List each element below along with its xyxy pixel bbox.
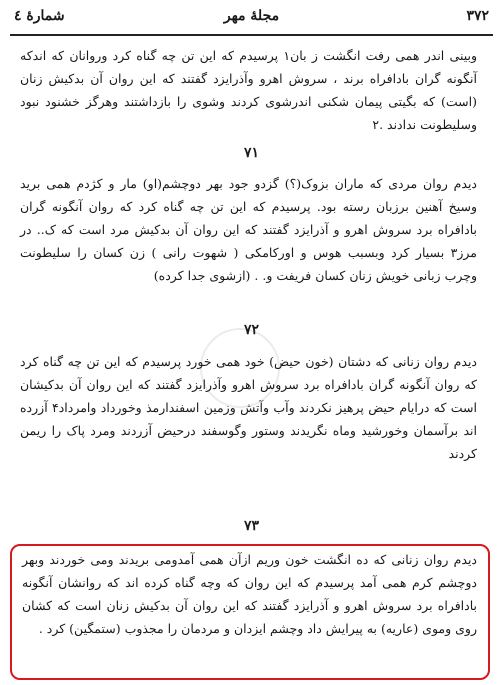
journal-title: مجلهٔ مهر [223, 8, 280, 24]
issue-number: شمارهٔ ٤ [14, 8, 65, 24]
section-number-73: ۷۳ [243, 518, 260, 534]
page-header [14, 6, 489, 32]
paragraph-1: وبینی اندر همی رفت انگشت ز بان۱ پرسیدم که این تن چه گناه کرد وروانان که اندکه آنگونه گران بادافراه برند ، سروش اهرو وآذرایزد گفتند که این روان آن بدکیش زنان (است) که بگیتی پیمان شکنی اندرشوی کردند وشوی را بازداشتند وهرگز خشنود نبود وسلیطونت ندادند .۲ [20, 48, 477, 132]
page-number: ۳۷۲ [466, 8, 489, 24]
paragraph-72: دیدم روان زنانی که دشتان (خون حیض) خود همی خورد پرسیدم که این تن چه گناه کرد که روان آنگونه گران بادافراه برد سروش اهرو وآذرایزد گفتند که این روان آن بدکیشان است که درایام حیض پرهیز نکردند وآب وآتش وزمین اسفندارمذ وخورداد وامرداد۴ آزرده اند برآسمان وخورشید وماه نگریدند وستور وگوسفند درحیض آزردند ومرد پاک را ریمن کردند [20, 354, 478, 461]
header-rule [10, 34, 493, 36]
paragraph-73: دیدم روان زنانی که ده انگشت خون وریم ازآن همی آمدومی بریدند ومی خوردند وبهر دوچشم کرم همی آمد پرسیدم که این روان که وچه گناه کرده اند که روانشان آنگونه بادافراه برد سروش اهرو و آذرایزد گفتند که این روان آن بدکیش زنان است که کشان روی وموی (عاریه) به پیرایش داد وچشم ایزدان و مردمان را مجذوب (ستمگین) کرد . [22, 552, 477, 636]
section-number-71: ۷۱ [243, 145, 260, 161]
section-number-72: ۷۲ [243, 322, 260, 338]
paragraph-71: دیدم روان مردی که ماران بزوک(؟) گزدو جود بهر دوچشم(او) مار و کژدم همی برید وسیخ آهنین برزبان رسته بود. پرسیدم که این تن چه گناه کرد که روان آنگونه گران بادافراه برد سروش اهرو و آذرایزد گفتند که این روان آن بدکیش مرد است که ک.. در مرز۳ بسیار کرد وبسبب هوس و اورکامکی ( شهوت رانی ) زن کسان را سلیطونت وچرب زبانی خویش زنان کسان فریفت و. . (ازشوی جدا کرده) [20, 176, 477, 283]
